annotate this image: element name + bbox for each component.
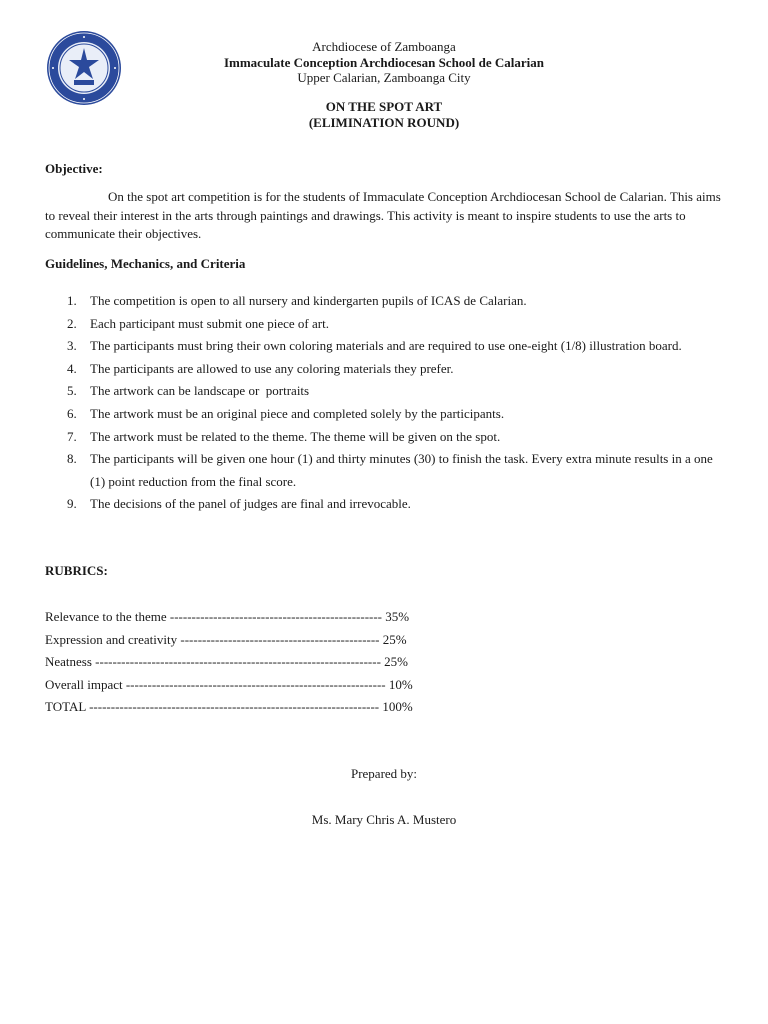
list-number: 4. xyxy=(67,360,77,376)
list-item xyxy=(45,335,725,358)
list-number: 8. xyxy=(67,451,77,467)
title-line-1: ON THE SPOT ART xyxy=(325,99,443,114)
rubric-row-expression: Expression and creativity ---------------------------------------------- 25% xyxy=(45,631,407,647)
objective-heading: Objective: xyxy=(45,161,103,176)
rubrics-table xyxy=(45,606,413,719)
list-item xyxy=(45,358,725,381)
guidelines-heading: Guidelines, Mechanics, and Criteria xyxy=(45,256,246,271)
list-item xyxy=(45,313,725,336)
list-item xyxy=(45,426,725,449)
school-address: Upper Calarian, Zamboanga City xyxy=(297,70,471,85)
school-name: Immaculate Conception Archdiocesan School de Calarian xyxy=(223,54,545,70)
list-number: 1. xyxy=(67,293,77,308)
list-text: The participants are allowed to use any coloring materials they prefer. xyxy=(90,360,454,376)
document-title xyxy=(0,99,768,131)
list-number: 7. xyxy=(67,428,77,444)
objective-text: On the spot art competition is for the students of Immaculate Conception Archdiocesan School de Calarian. This aims to reveal their interest in the arts through paintings and drawings. This activity is meant to inspire students to use the arts to communicate their objectives. xyxy=(45,189,721,241)
objective-paragraph xyxy=(45,188,721,244)
rubric-row-relevance: Relevance to the theme ------------------------------------------------- 35% xyxy=(45,609,410,624)
list-text: The artwork can be landscape or portraits xyxy=(90,383,310,399)
list-item xyxy=(45,448,725,493)
list-item xyxy=(45,290,725,313)
list-item xyxy=(45,493,725,516)
list-text: The competition is open to all nursery and kindergarten pupils of ICAS de Calarian. xyxy=(90,293,527,308)
list-number: 6. xyxy=(67,405,77,421)
list-number: 2. xyxy=(67,315,77,331)
letterhead xyxy=(0,39,768,86)
list-item xyxy=(45,380,725,403)
prepared-by-label: Prepared by: xyxy=(350,766,418,781)
rubric-row-overall: Overall impact ------------------------------------------------------------ 10% xyxy=(45,676,413,692)
archdiocese-line: Archdiocese of Zamboanga xyxy=(312,39,456,54)
rubric-row-total: TOTAL ------------------------------------------------------------------- 100% xyxy=(45,699,413,715)
rubric-row-neatness: Neatness ------------------------------------------------------------------ 25% xyxy=(45,654,408,670)
list-text: The participants will be given one hour (1) and thirty minutes (30) to finish the task. Every extra minute results in a one (1) point reduction from the final score. xyxy=(90,451,713,489)
list-text: Each participant must submit one piece of art. xyxy=(90,315,329,331)
title-line-2: (ELIMINATION ROUND) xyxy=(308,115,460,130)
list-text: The decisions of the panel of judges are final and irrevocable. xyxy=(90,496,411,512)
list-number: 5. xyxy=(67,383,77,399)
list-text: The artwork must be related to the theme. The theme will be given on the spot. xyxy=(90,428,501,444)
list-number: 9. xyxy=(67,496,77,512)
list-text: The participants must bring their own coloring materials and are required to use one-eight (1/8) illustration board. xyxy=(90,338,682,354)
list-number: 3. xyxy=(67,338,77,354)
list-item xyxy=(45,403,725,426)
rubrics-heading: RUBRICS: xyxy=(45,563,108,578)
guidelines-list xyxy=(45,290,725,516)
preparer-name: Ms. Mary Chris A. Mustero xyxy=(311,812,457,827)
list-text: The artwork must be an original piece and completed solely by the participants. xyxy=(90,405,505,421)
